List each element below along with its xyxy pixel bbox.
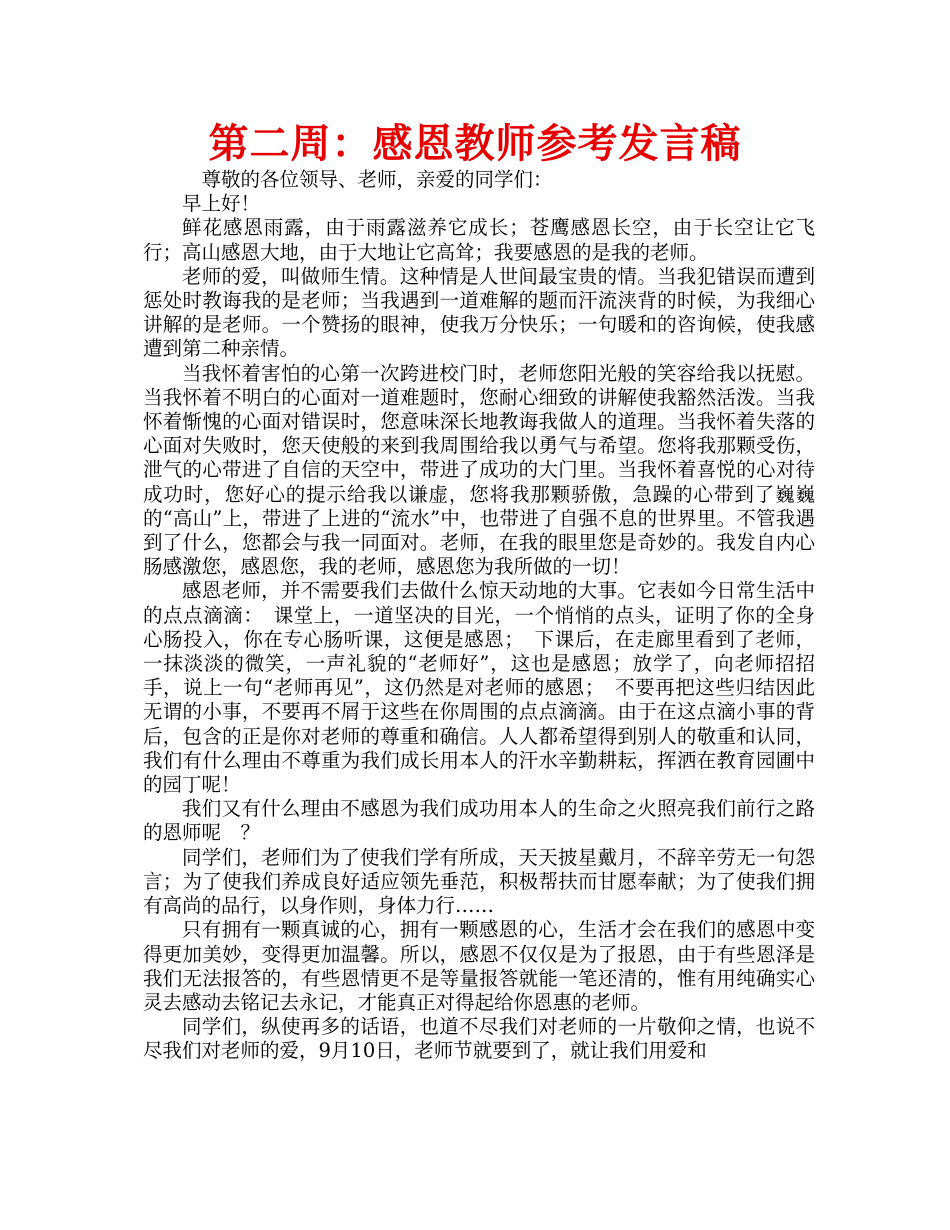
paragraph: 同学们，纵使再多的话语，也道不尽我们对老师的一片敬仰之情，也说不尽我们对老师的爱，9月10日，老师节就要到了，就让我们用爱和 <box>143 1015 815 1063</box>
paragraph-greeting: 尊敬的各位领导、老师，亲爱的同学们： <box>201 168 553 191</box>
paragraph-good-morning: 早上好！ <box>182 192 261 216</box>
paragraph: 我们又有什么理由不感恩为我们成功用本人的生命之火照亮我们前行之路的恩师呢 ？ <box>143 797 815 845</box>
document-body <box>143 168 815 1064</box>
paragraph: 当我怀着害怕的心第一次跨进校门时，老师您阳光般的笑容给我以抚慰。当我怀着不明白的心面对一道难题时，您耐心细致的讲解使我豁然活泼。当我怀着惭愧的心面对错误时，您意味深长地教诲我做人的道理。当我怀着失落的心面对失败时，您天使般的来到我周围给我以勇气与希望。您将我那颗受伤，泄气的心带进了自信的天空中，带进了成功的大门里。当我怀着喜悦的心对待成功时，您好心的提示给我以谦虚，您将我那颗骄傲，急躁的心带到了巍巍的“高山”上，带进了上进的“流水”中，也带进了自强不息的世界里。不管我遇到了什么，您都会与我一同面对。老师，在我的眼里您是奇妙的。我发自内心肠感激您，感恩您，我的老师，感恩您为我所做的一切！ <box>143 361 815 579</box>
paragraph: 感恩老师，并不需要我们去做什么惊天动地的大事。它表如今日常生活中的点点滴滴： 课堂上，一道坚决的目光，一个悄悄的点头，证明了你的全身心肠投入，你在专心肠听课，这便是感恩； 下课后，在走廊里看到了老师，一抹淡淡的微笑，一声礼貌的“老师好”，这也是感恩；放学了，向老师招招手，说上一句“老师再见”，这仍然是对老师的感恩； 不要再把这些归结因此无谓的小事，不要再不屑于这些在你周围的点点滴滴。由于在这点滴小事的背后，包含的正是你对老师的尊重和确信。人人都希望得到别人的敬重和认同，我们有什么理由不尊重为我们成长用本人的汗水辛勤耕耘，挥洒在教育园圃中的园丁呢！ <box>143 579 815 797</box>
paragraph: 同学们，老师们为了使我们学有所成，天天披星戴月，不辞辛劳无一句怨言；为了使我们养成良好适应领先垂范，积极帮扶而甘愿奉献；为了使我们拥有高尚的品行，以身作则，身体力行…… <box>143 845 815 918</box>
document-title: 第二周：感恩教师参考发言稿 <box>208 121 742 167</box>
paragraph: 只有拥有一颗真诚的心，拥有一颗感恩的心，生活才会在我们的感恩中变得更加美妙，变得更加温馨。所以，感恩不仅仅是为了报恩，由于有些恩泽是我们无法报答的，有些恩情更不是等量报答就能一笔还清的，惟有用纯确实心灵去感动去铭记去永记，才能真正对得起给你恩惠的老师。 <box>143 918 815 1014</box>
paragraph: 鲜花感恩雨露，由于雨露滋养它成长；苍鹰感恩长空，由于长空让它飞行；高山感恩大地，由于大地让它高耸；我要感恩的是我的老师。 <box>143 216 815 264</box>
paragraph: 老师的爱，叫做师生情。这种情是人世间最宝贵的情。当我犯错误而遭到惩处时教诲我的是老师；当我遇到一道难解的题而汗流浃背的时候，为我细心讲解的是老师。一个赞扬的眼神，使我万分快乐；一句暖和的咨询候，使我感遭到第二种亲情。 <box>143 264 815 361</box>
